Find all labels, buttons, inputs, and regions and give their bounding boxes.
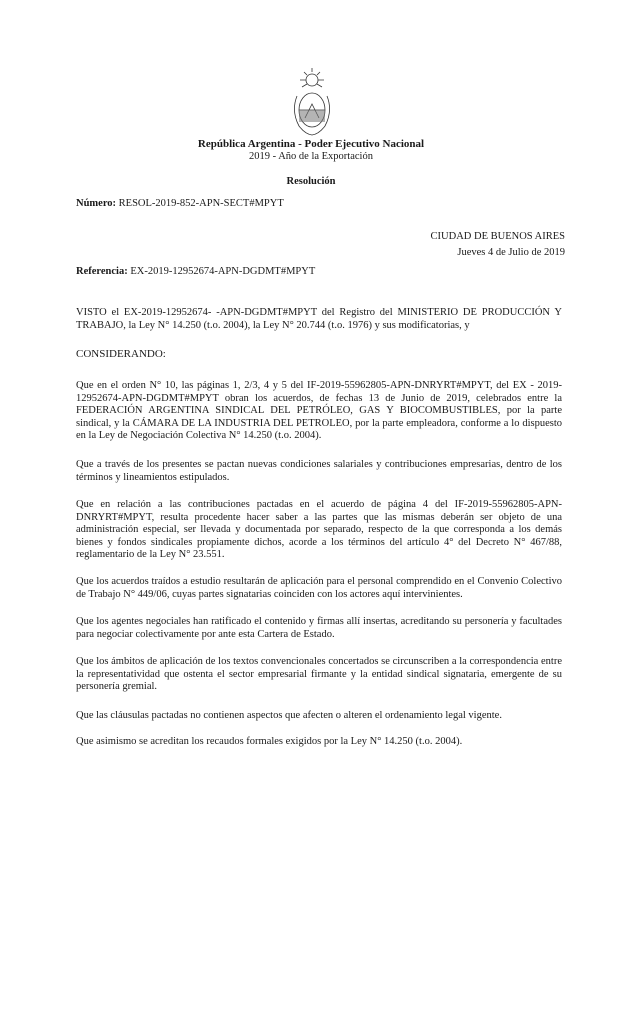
considerando-paragraph: Que los agentes negociales han ratificado el contenido y firmas allí insertas, acreditando su personería y facultades para negociar colectivamente por ante esta Cartera de Estado. [76, 616, 562, 640]
considerando-paragraph: Que a través de los presentes se pactan nuevas condiciones salariales y contribuciones empresarias, dentro de los términos y lineamientos estipulados. [76, 459, 562, 483]
referencia-label: Referencia: [76, 266, 128, 277]
numero-line [76, 198, 284, 209]
document-type: Resolución [286, 176, 336, 187]
numero-label: Número: [76, 198, 117, 209]
numero-value: RESOL-2019-852-APN-SECT#MPYT [118, 198, 284, 209]
considerando-paragraph: Que los acuerdos traídos a estudio resultarán de aplicación para el personal comprendido en el Convenio Colectivo de Trabajo N° 449/06, cuyas partes signatarias coinciden con los actores aquí intervinientes. [76, 576, 562, 600]
considerando-heading: CONSIDERANDO: [76, 348, 166, 360]
considerando-paragraph: Que las cláusulas pactadas no contienen aspectos que afecten o alteren el ordenamiento legal vigente. [76, 710, 502, 721]
considerando-paragraph: Que en relación a las contribuciones pactadas en el acuerdo de página 4 del IF-2019-55962805-APN-DNRYRT#MPYT, resulta procedente hacer saber a las partes que las mismas deberán ser objeto de una administración especial, ser llevada y documentada por separado, respecto de la que corresponda a los demás bienes y fondos sindicales propiamente dichos, acorde a los términos del artículo 4° del Decreto N° 467/88, reglamentario de la Ley N° 23.551. [76, 499, 562, 560]
header-year-motto: 2019 - Año de la Exportación [249, 151, 373, 162]
document-date: Jueves 4 de Julio de 2019 [457, 247, 565, 258]
national-seal-icon [289, 66, 335, 138]
visto-paragraph: VISTO el EX-2019-12952674- -APN-DGDMT#MPYT del Registro del MINISTERIO DE PRODUCCIÓN Y TRABAJO, la Ley N° 14.250 (t.o. 2004), la Ley N° 20.744 (t.o. 1976) y sus modificatorias, y [76, 307, 562, 331]
referencia-line [76, 266, 315, 277]
considerando-paragraph: Que asimismo se acreditan los recaudos formales exigidos por la Ley N° 14.250 (t.o. 2004). [76, 736, 463, 747]
considerando-paragraph: Que los ámbitos de aplicación de los textos convencionales concertados se circunscriben a la correspondencia entre la representatividad que ostenta el sector empresarial firmante y la entidad sindical signataria, emergente de su personería gremial. [76, 656, 562, 692]
city-name: CIUDAD DE BUENOS AIRES [430, 231, 565, 242]
location-block [431, 229, 565, 261]
referencia-value: EX-2019-12952674-APN-DGDMT#MPYT [130, 266, 316, 277]
header-title: República Argentina - Poder Ejecutivo Nacional [197, 138, 425, 150]
considerando-paragraph: Que en el orden N° 10, las páginas 1, 2/3, 4 y 5 del IF-2019-55962805-APN-DNRYRT#MPYT, del EX - 2019-12952674-APN-DGDMT#MPYT obran los acuerdos, de fechas 13 de Junio de 2019, celebrados entre la FEDERACIÓN ARGENTINA SINDICAL DEL PETRÓLEO, GAS Y BIOCOMBUSTIBLES, por la parte sindical, y la CÁMARA DE LA INDUSTRIA DEL PETROLEO, por la parte empleadora, conforme a lo dispuesto en la Ley de Negociación Colectiva N° 14.250 (t.o. 2004). [76, 380, 562, 441]
